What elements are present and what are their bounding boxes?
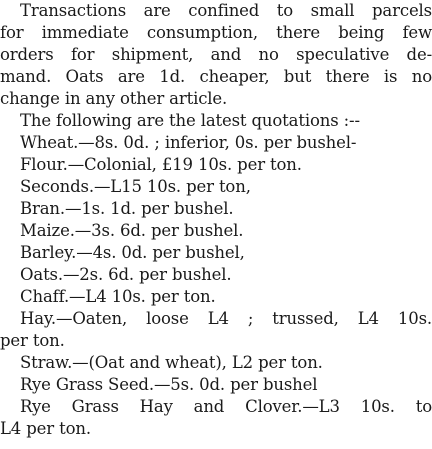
quotation-barley: Barley.—4s. 0d. per bushel,	[20, 243, 245, 262]
paragraph1-line-3: orders for shipment, and no speculative de-	[0, 45, 432, 64]
quotation-flour: Flour.—Colonial, £19 10s. per ton.	[20, 155, 302, 174]
quotation-seconds: Seconds.—L15 10s. per ton,	[20, 177, 251, 196]
quotation-straw: Straw.—(Oat and wheat), L2 per ton.	[20, 353, 323, 372]
quotation-oats: Oats.—2s. 6d. per bushel.	[20, 265, 232, 284]
quotation-bran: Bran.—1s. 1d. per bushel.	[20, 199, 234, 218]
quotation-wheat: Wheat.—8s. 0d. ; inferior, 0s. per bushel-	[20, 133, 357, 152]
quotation-chaff: Chaff.—L4 10s. per ton.	[20, 287, 216, 306]
quotation-rye-grass-hay: Rye Grass Hay and Clover.—L3 10s. to	[20, 397, 432, 416]
quotation-rye-grass-hay-continued: L4 per ton.	[0, 419, 91, 438]
quotation-maize: Maize.—3s. 6d. per bushel.	[20, 221, 244, 240]
paragraph1-line-4: mand. Oats are 1d. cheaper, but there is no	[0, 67, 432, 86]
quotation-rye-grass-seed: Rye Grass Seed.—5s. 0d. per bushel	[20, 375, 318, 394]
paragraph1-line-5: change in any other article.	[0, 89, 228, 108]
quotation-hay: Hay.—Oaten, loose L4 ; trussed, L4 10s.	[20, 309, 432, 328]
paragraph1-line-1: Transactions are confined to small parcels	[20, 1, 432, 20]
paragraph1-line-2: for immediate consumption, there being few	[0, 23, 432, 42]
quotation-hay-continued: per ton.	[0, 331, 65, 350]
quotations-intro: The following are the latest quotations :--	[20, 111, 360, 130]
